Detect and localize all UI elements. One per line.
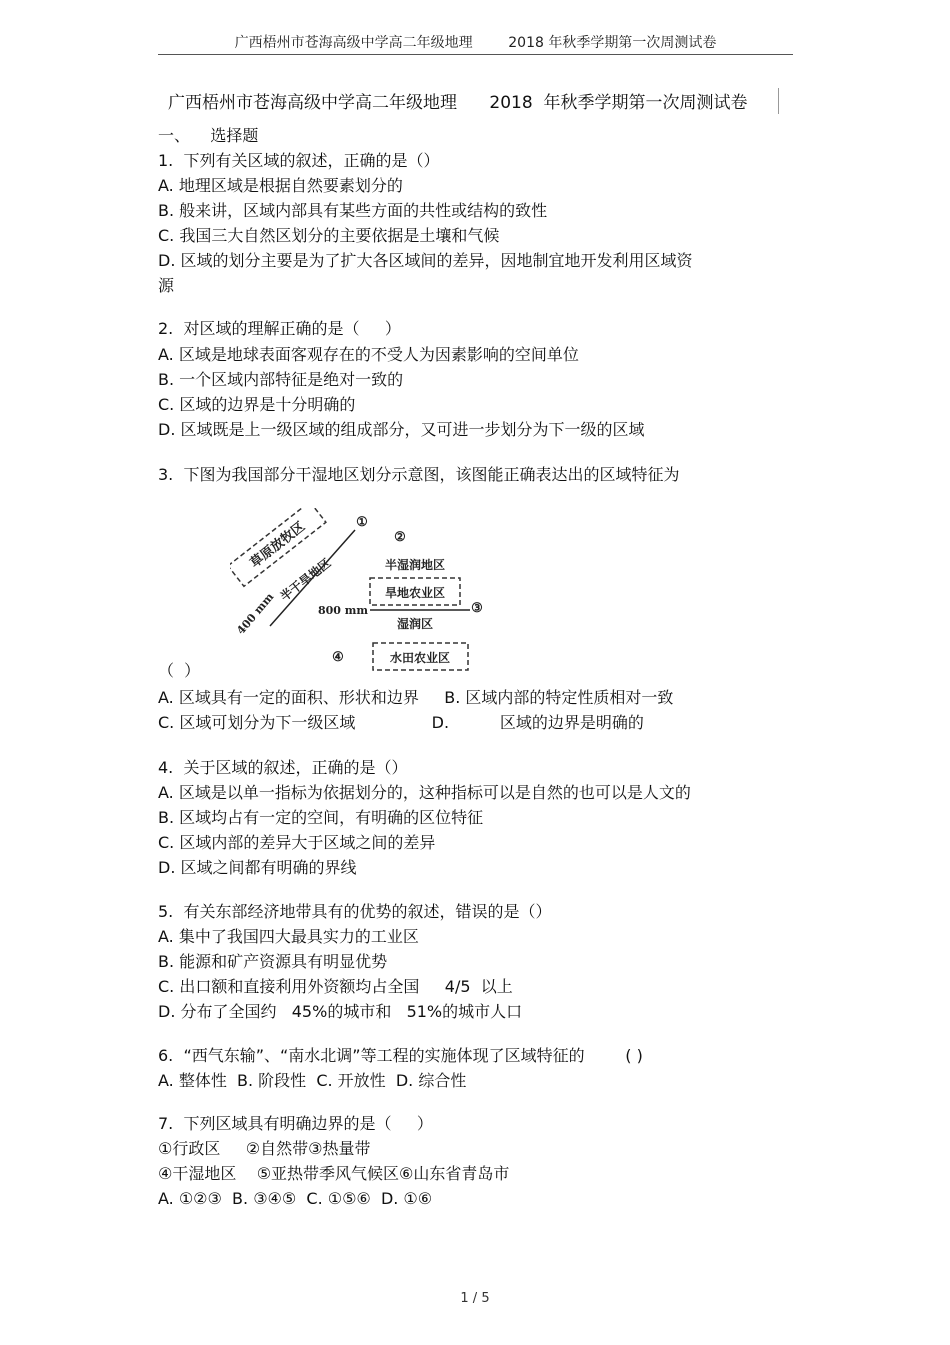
q1-option-c: C. 我国三大自然区划分的主要依据是土壤和气候 xyxy=(158,226,500,245)
page-title: 广西梧州市苍海高级中学高二年级地理 2018 年秋季学期第一次周测试卷 xyxy=(168,88,779,114)
label-400mm: 400 mm xyxy=(234,590,277,638)
q7-stem: 7. 下列区域具有明确边界的是（ ） xyxy=(158,1114,433,1133)
section-heading: 一、 选择题 xyxy=(158,126,259,145)
q1-option-b: B. 般来讲，区域内部具有某些方面的共性或结构的致性 xyxy=(158,201,548,220)
q2-option-d: D. 区域既是上一级区域的组成部分，又可进一步划分为下一级的区域 xyxy=(158,420,645,439)
q2-stem: 2. 对区域的理解正确的是（ ） xyxy=(158,319,401,338)
q1-option-d: D. 区域的划分主要是为了扩大各区域间的差异，因地制宜地开发利用区域资 xyxy=(158,251,693,270)
dry-wet-region-diagram xyxy=(230,508,490,673)
q4-option-d: D. 区域之间都有明确的界线 xyxy=(158,858,357,877)
q2-option-c: C. 区域的边界是十分明确的 xyxy=(158,395,356,414)
q6-stem: 6. “西气东输”、“南水北调”等工程的实施体现了区域特征的 ( ) xyxy=(158,1046,643,1065)
q5-option-a: A. 集中了我国四大最具实力的工业区 xyxy=(158,927,419,946)
label-dryfarm: 旱地农业区 xyxy=(384,586,446,600)
q5-option-c: C. 出口额和直接利用外资额均占全国 4/5 以上 xyxy=(158,977,513,996)
marker-3: ③ xyxy=(471,601,483,616)
label-grassland: 草原放牧区 xyxy=(247,519,309,572)
q4-option-b: B. 区域均占有一定的空间，有明确的区位特征 xyxy=(158,808,484,827)
label-paddy: 水田农业区 xyxy=(389,651,451,665)
label-800mm: 800 mm xyxy=(318,604,369,617)
q4-option-c: C. 区域内部的差异大于区域之间的差异 xyxy=(158,833,436,852)
q7-items-2: ④干湿地区 ⑤亚热带季风气候区⑥山东省青岛市 xyxy=(158,1164,510,1183)
q2-option-b: B. 一个区域内部特征是绝对一致的 xyxy=(158,370,404,389)
q7-choices: A. ①②③ B. ③④⑤ C. ①⑤⑥ D. ①⑥ xyxy=(158,1189,433,1208)
page-number: 1 / 5 xyxy=(460,1291,490,1306)
running-header: 广西梧州市苍海高级中学高二年级地理 2018 年秋季学期第一次周测试卷 xyxy=(158,32,793,55)
label-semiarid: 半干旱地区 xyxy=(277,555,334,604)
q1-option-d-cont: 源 xyxy=(158,276,175,295)
label-semihumid: 半湿润地区 xyxy=(384,558,446,572)
q7-items-1: ①行政区 ②自然带③热量带 xyxy=(158,1139,371,1158)
q4-option-a: A. 区域是以单一指标为依据划分的，这种指标可以是自然的也可以是人文的 xyxy=(158,783,691,802)
q2-option-a: A. 区域是地球表面客观存在的不受人为因素影响的空间单位 xyxy=(158,345,579,364)
label-humid: 湿润区 xyxy=(396,617,434,631)
q1-stem: 1. 下列有关区域的叙述，正确的是（） xyxy=(158,151,440,170)
q1-option-a: A. 地理区域是根据自然要素划分的 xyxy=(158,176,403,195)
q3-stem: 3. 下图为我国部分干湿地区划分示意图，该图能正确表达出的区域特征为 xyxy=(158,465,680,484)
q3-answer-paren: （ ） xyxy=(158,661,201,680)
q3-options-cd: C. 区域可划分为下一级区域 D. 区域的边界是明确的 xyxy=(158,713,644,732)
q5-option-d: D. 分布了全国约 45%的城市和 51%的城市人口 xyxy=(158,1002,523,1021)
marker-4: ④ xyxy=(332,650,344,665)
marker-2: ② xyxy=(394,530,406,545)
q3-options-ab: A. 区域具有一定的面积、形状和边界 B. 区域内部的特定性质相对一致 xyxy=(158,688,674,707)
q6-options: A. 整体性 B. 阶段性 C. 开放性 D. 综合性 xyxy=(158,1071,467,1090)
q5-option-b: B. 能源和矿产资源具有明显优势 xyxy=(158,952,388,971)
q4-stem: 4. 关于区域的叙述，正确的是（） xyxy=(158,758,408,777)
q5-stem: 5. 有关东部经济地带具有的优势的叙述，错误的是（） xyxy=(158,902,552,921)
marker-1: ① xyxy=(356,515,368,530)
